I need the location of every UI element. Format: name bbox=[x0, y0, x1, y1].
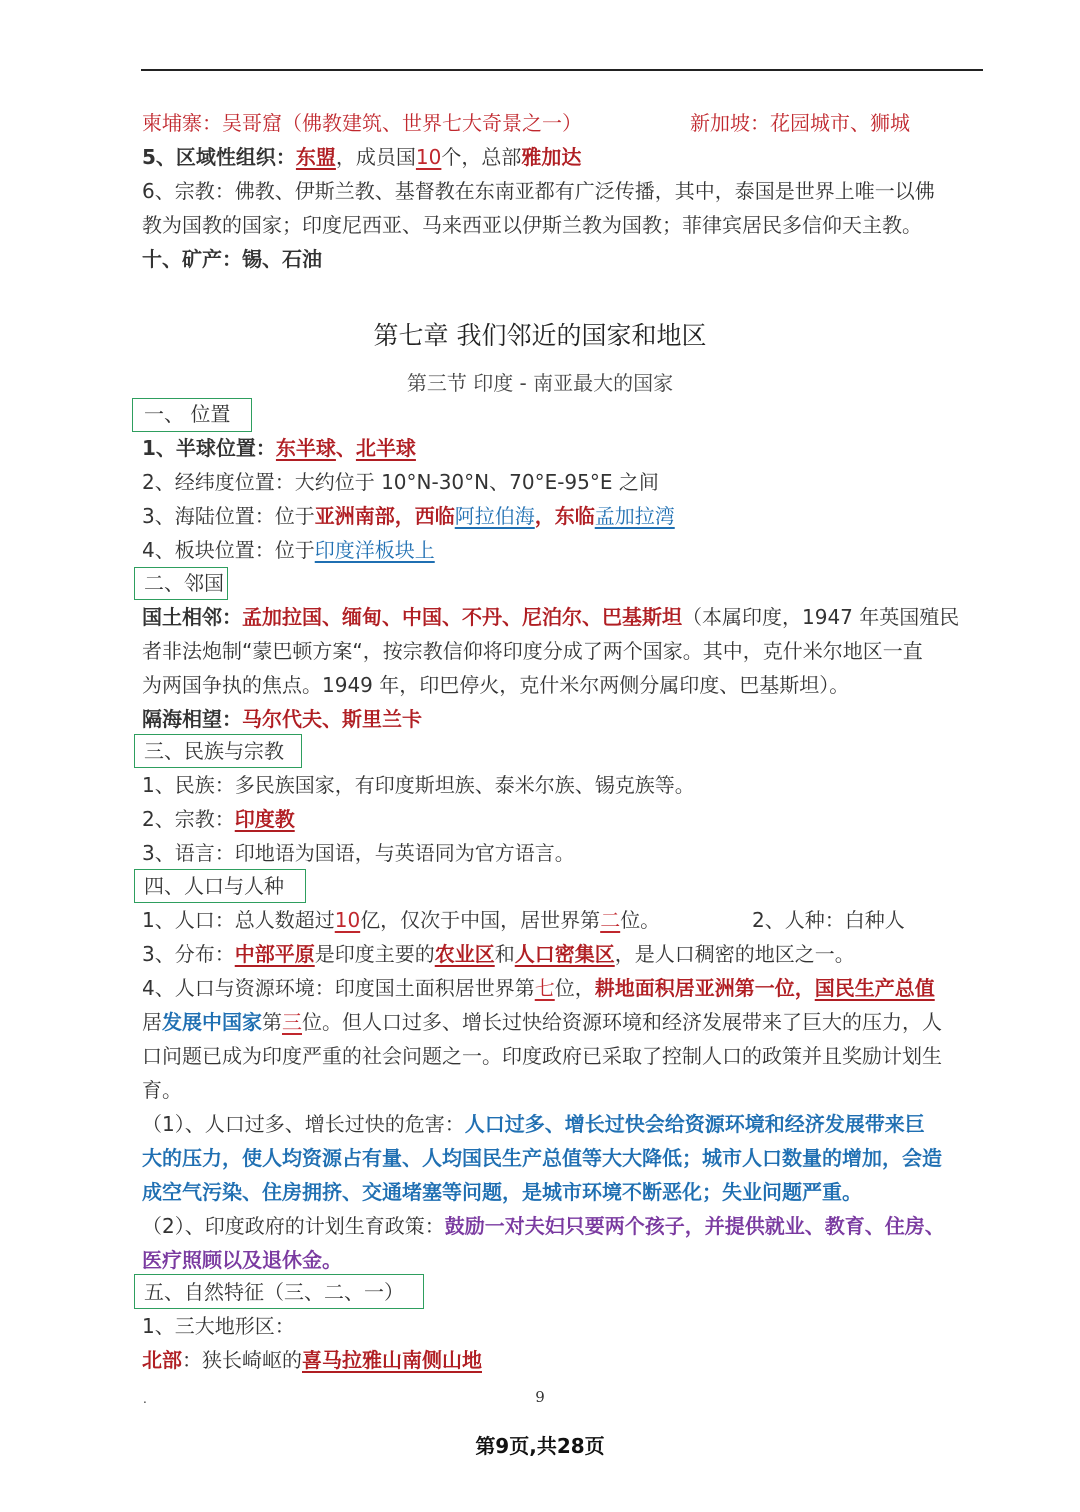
s2-n1-rest: （本属印度，1947 年英国殖民 bbox=[682, 605, 960, 629]
s3-l2-red: 印度教 bbox=[234, 807, 295, 831]
s4-h1-a: 人口过多、增长过快会给资源环境和经济发展带来巨 bbox=[464, 1112, 925, 1136]
s2-n2: 者非法炮制“蒙巴顿方案“，按宗教信仰将印度分成了两个国家。其中，克什米尔地区一直 bbox=[142, 639, 923, 663]
s4-d-d: 和 bbox=[494, 942, 515, 966]
singapore-text: 新加坡：花园城市、狮城 bbox=[690, 111, 910, 135]
s4-r1-b: 位， bbox=[554, 976, 595, 1000]
s5-l2-b: ：狭长崎岖的 bbox=[182, 1348, 302, 1372]
s1-l3-d: ，东临 bbox=[534, 504, 595, 528]
s2-line-3 bbox=[142, 668, 992, 702]
s4-harm-line-3 bbox=[142, 1175, 992, 1209]
s2-n1-red: 孟加拉国、缅甸、中国、不丹、尼泊尔、巴基斯坦 bbox=[242, 605, 682, 629]
s4-race-line bbox=[752, 903, 992, 937]
s4-race: 2、人种：白种人 bbox=[752, 908, 905, 932]
s1-l3-b: ，西临 bbox=[394, 504, 455, 528]
org-mid2: 个，总部 bbox=[441, 145, 522, 169]
s4-r2-b: 发展中国家 bbox=[162, 1010, 262, 1034]
s4-r2-d: 三 bbox=[282, 1010, 302, 1034]
mineral-text: 十、矿产：锡、石油 bbox=[142, 247, 322, 271]
s4-harm-line-2 bbox=[142, 1141, 992, 1175]
s1-l1-sep: 、 bbox=[335, 436, 356, 460]
s4-r1-c: 耕地面积居亚洲第一位 bbox=[594, 976, 795, 1000]
s4-r2-a: 居 bbox=[142, 1010, 162, 1034]
s3-l1: 1、民族：多民族国家，有印度斯坦族、泰米尔族、锡克族等。 bbox=[142, 773, 695, 797]
s3-line-3 bbox=[142, 836, 992, 870]
s4-harm-line-1 bbox=[142, 1107, 992, 1141]
s4-r1-e: 国民生产总值 bbox=[814, 976, 935, 1000]
s2-n3: 为两国争执的焦点。1949 年，印巴停火，克什米尔两侧分属印度、巴基斯坦）。 bbox=[142, 673, 850, 697]
cambodia-text: 柬埔寨：吴哥窟（佛教建筑、世界七大奇景之一） bbox=[142, 111, 582, 135]
org-label: 5、区域性组织： bbox=[142, 145, 296, 169]
religion-line-1 bbox=[142, 174, 992, 208]
s4-p1-c: 位。 bbox=[620, 908, 661, 932]
page-number: 9 bbox=[535, 1388, 545, 1406]
s4-p1-num: 10 bbox=[334, 908, 361, 932]
s4-r2-c: 第 bbox=[262, 1010, 282, 1034]
religion-text-2: 教为国教的国家；印度尼西亚、马来西亚以伊斯兰教为国教；菲律宾居民多信仰天主教。 bbox=[142, 213, 922, 237]
s1-l1-b: 北半球 bbox=[355, 436, 416, 460]
s4-r1-rank: 七 bbox=[534, 976, 555, 1000]
s1-l3-a: 亚洲南部 bbox=[314, 504, 395, 528]
s4-f1-label: （2）、印度政府的计划生育政策： bbox=[142, 1214, 445, 1238]
s1-l3-e: 孟加拉湾 bbox=[594, 504, 675, 528]
s3-line-1 bbox=[142, 768, 992, 802]
s4-res-line-4 bbox=[142, 1073, 992, 1107]
s4-res-line-2 bbox=[142, 1005, 992, 1039]
s1-l3-label: 3、海陆位置：位于 bbox=[142, 504, 315, 528]
singapore-line bbox=[690, 106, 990, 140]
s4-d-f: ，是人口稠密的地区之一。 bbox=[614, 942, 855, 966]
s4-p1-a: 1、人口：总人数超过 bbox=[142, 908, 335, 932]
s4-p1-rank: 二 bbox=[600, 908, 621, 932]
s5-l1: 1、三大地形区： bbox=[142, 1314, 295, 1338]
s5-l2-c: 喜马拉雅山南侧山地 bbox=[302, 1348, 482, 1372]
s5-line-2 bbox=[142, 1343, 992, 1377]
religion-line-2 bbox=[142, 208, 992, 242]
section-title: 第三节 印度 - 南亚最大的国家 bbox=[406, 371, 674, 395]
s1-line-4 bbox=[142, 533, 992, 567]
s3-l3: 3、语言：印地语为国语，与英语同为官方语言。 bbox=[142, 841, 575, 865]
s4-h1-label: （1）、人口过多、增长过快的危害： bbox=[142, 1112, 465, 1136]
s4-policy-line-2 bbox=[142, 1243, 992, 1277]
header-rule bbox=[141, 69, 983, 71]
org-count: 10 bbox=[415, 145, 442, 169]
org-mid: ，成员国 bbox=[335, 145, 416, 169]
page-dot: . bbox=[143, 1392, 147, 1406]
chapter-title: 第七章 我们邻近的国家和地区 bbox=[373, 321, 707, 350]
s2-line-2 bbox=[142, 634, 992, 668]
s3-l2-label: 2、宗教： bbox=[142, 807, 235, 831]
s4-r1-d: ， bbox=[794, 976, 815, 1000]
s1-l4-label: 4、板块位置：位于 bbox=[142, 538, 315, 562]
s1-line-2 bbox=[142, 465, 992, 499]
s1-l1-label: 1、半球位置： bbox=[142, 436, 276, 460]
s4-p1-b: 亿，仅次于中国，居世界第 bbox=[360, 908, 601, 932]
s1-l2: 2、经纬度位置：大约位于 10°N-30°N、70°E-95°E 之间 bbox=[142, 470, 659, 494]
s4-d-a: 中部平原 bbox=[234, 942, 315, 966]
org-hq: 雅加达 bbox=[521, 145, 582, 169]
s2-n4-label: 隔海相望： bbox=[142, 707, 242, 731]
s4-d-label: 3、分布： bbox=[142, 942, 235, 966]
s1-l3-c: 阿拉伯海 bbox=[454, 504, 535, 528]
org-line bbox=[142, 140, 992, 174]
s1-l4-a: 印度洋板块上 bbox=[314, 538, 435, 562]
s4-res-line-3 bbox=[142, 1039, 992, 1073]
s1-line-3 bbox=[142, 499, 992, 533]
s4-res-line-1 bbox=[142, 971, 992, 1005]
s4-h3: 成空气污染、住房拥挤、交通堵塞等问题，是城市环境不断恶化；失业问题严重。 bbox=[142, 1180, 862, 1204]
s4-r3: 口问题已成为印度严重的社会问题之一。印度政府已采取了控制人口的政策并且奖励计划生 bbox=[142, 1044, 942, 1068]
s4-heading: 四、人口与人种 bbox=[144, 874, 284, 898]
s2-heading: 二、邻国 bbox=[144, 571, 224, 595]
s4-policy-line-1 bbox=[142, 1209, 992, 1243]
s4-r4: 育。 bbox=[142, 1078, 182, 1102]
s2-line-1 bbox=[142, 600, 992, 634]
s4-r2-e: 位。但人口过多、增长过快给资源环境和经济发展带来了巨大的压力，人 bbox=[302, 1010, 942, 1034]
org-name: 东盟 bbox=[295, 145, 336, 169]
s1-l1-a: 东半球 bbox=[275, 436, 336, 460]
s4-h2: 大的压力，使人均资源占有量、人均国民生产总值等大大降低；城市人口数量的增加，会造 bbox=[142, 1146, 942, 1170]
s4-f1-a: 鼓励一对夫妇只要两个孩子，并提供就业、教育、住房、 bbox=[444, 1214, 945, 1238]
s5-line-1 bbox=[142, 1309, 992, 1343]
s4-d-e: 人口密集区 bbox=[514, 942, 615, 966]
s1-line-1 bbox=[142, 431, 992, 465]
s3-line-2 bbox=[142, 802, 992, 836]
page-footer: 第9页,共28页 bbox=[475, 1434, 605, 1458]
s4-d-c: 农业区 bbox=[434, 942, 495, 966]
s1-heading: 一、 位置 bbox=[144, 402, 231, 426]
s5-l2-label: 北部 bbox=[142, 1348, 182, 1372]
s5-heading: 五、自然特征（三、二、一） bbox=[144, 1280, 404, 1304]
s2-line-4 bbox=[142, 702, 992, 736]
religion-text-1: 6、宗教：佛教、伊斯兰教、基督教在东南亚都有广泛传播，其中，泰国是世界上唯一以佛 bbox=[142, 179, 935, 203]
mineral-line bbox=[142, 242, 992, 276]
s2-n1-label: 国土相邻： bbox=[142, 605, 242, 629]
s2-n4-red: 马尔代夫、斯里兰卡 bbox=[242, 707, 422, 731]
s4-d-b: 是印度主要的 bbox=[314, 942, 435, 966]
s4-f2: 医疗照顾以及退休金。 bbox=[142, 1248, 342, 1272]
s4-dist-line bbox=[142, 937, 992, 971]
s3-heading: 三、民族与宗教 bbox=[144, 739, 284, 763]
s4-r1-label: 4、人口与资源环境：印度国土面积居世界第 bbox=[142, 976, 535, 1000]
